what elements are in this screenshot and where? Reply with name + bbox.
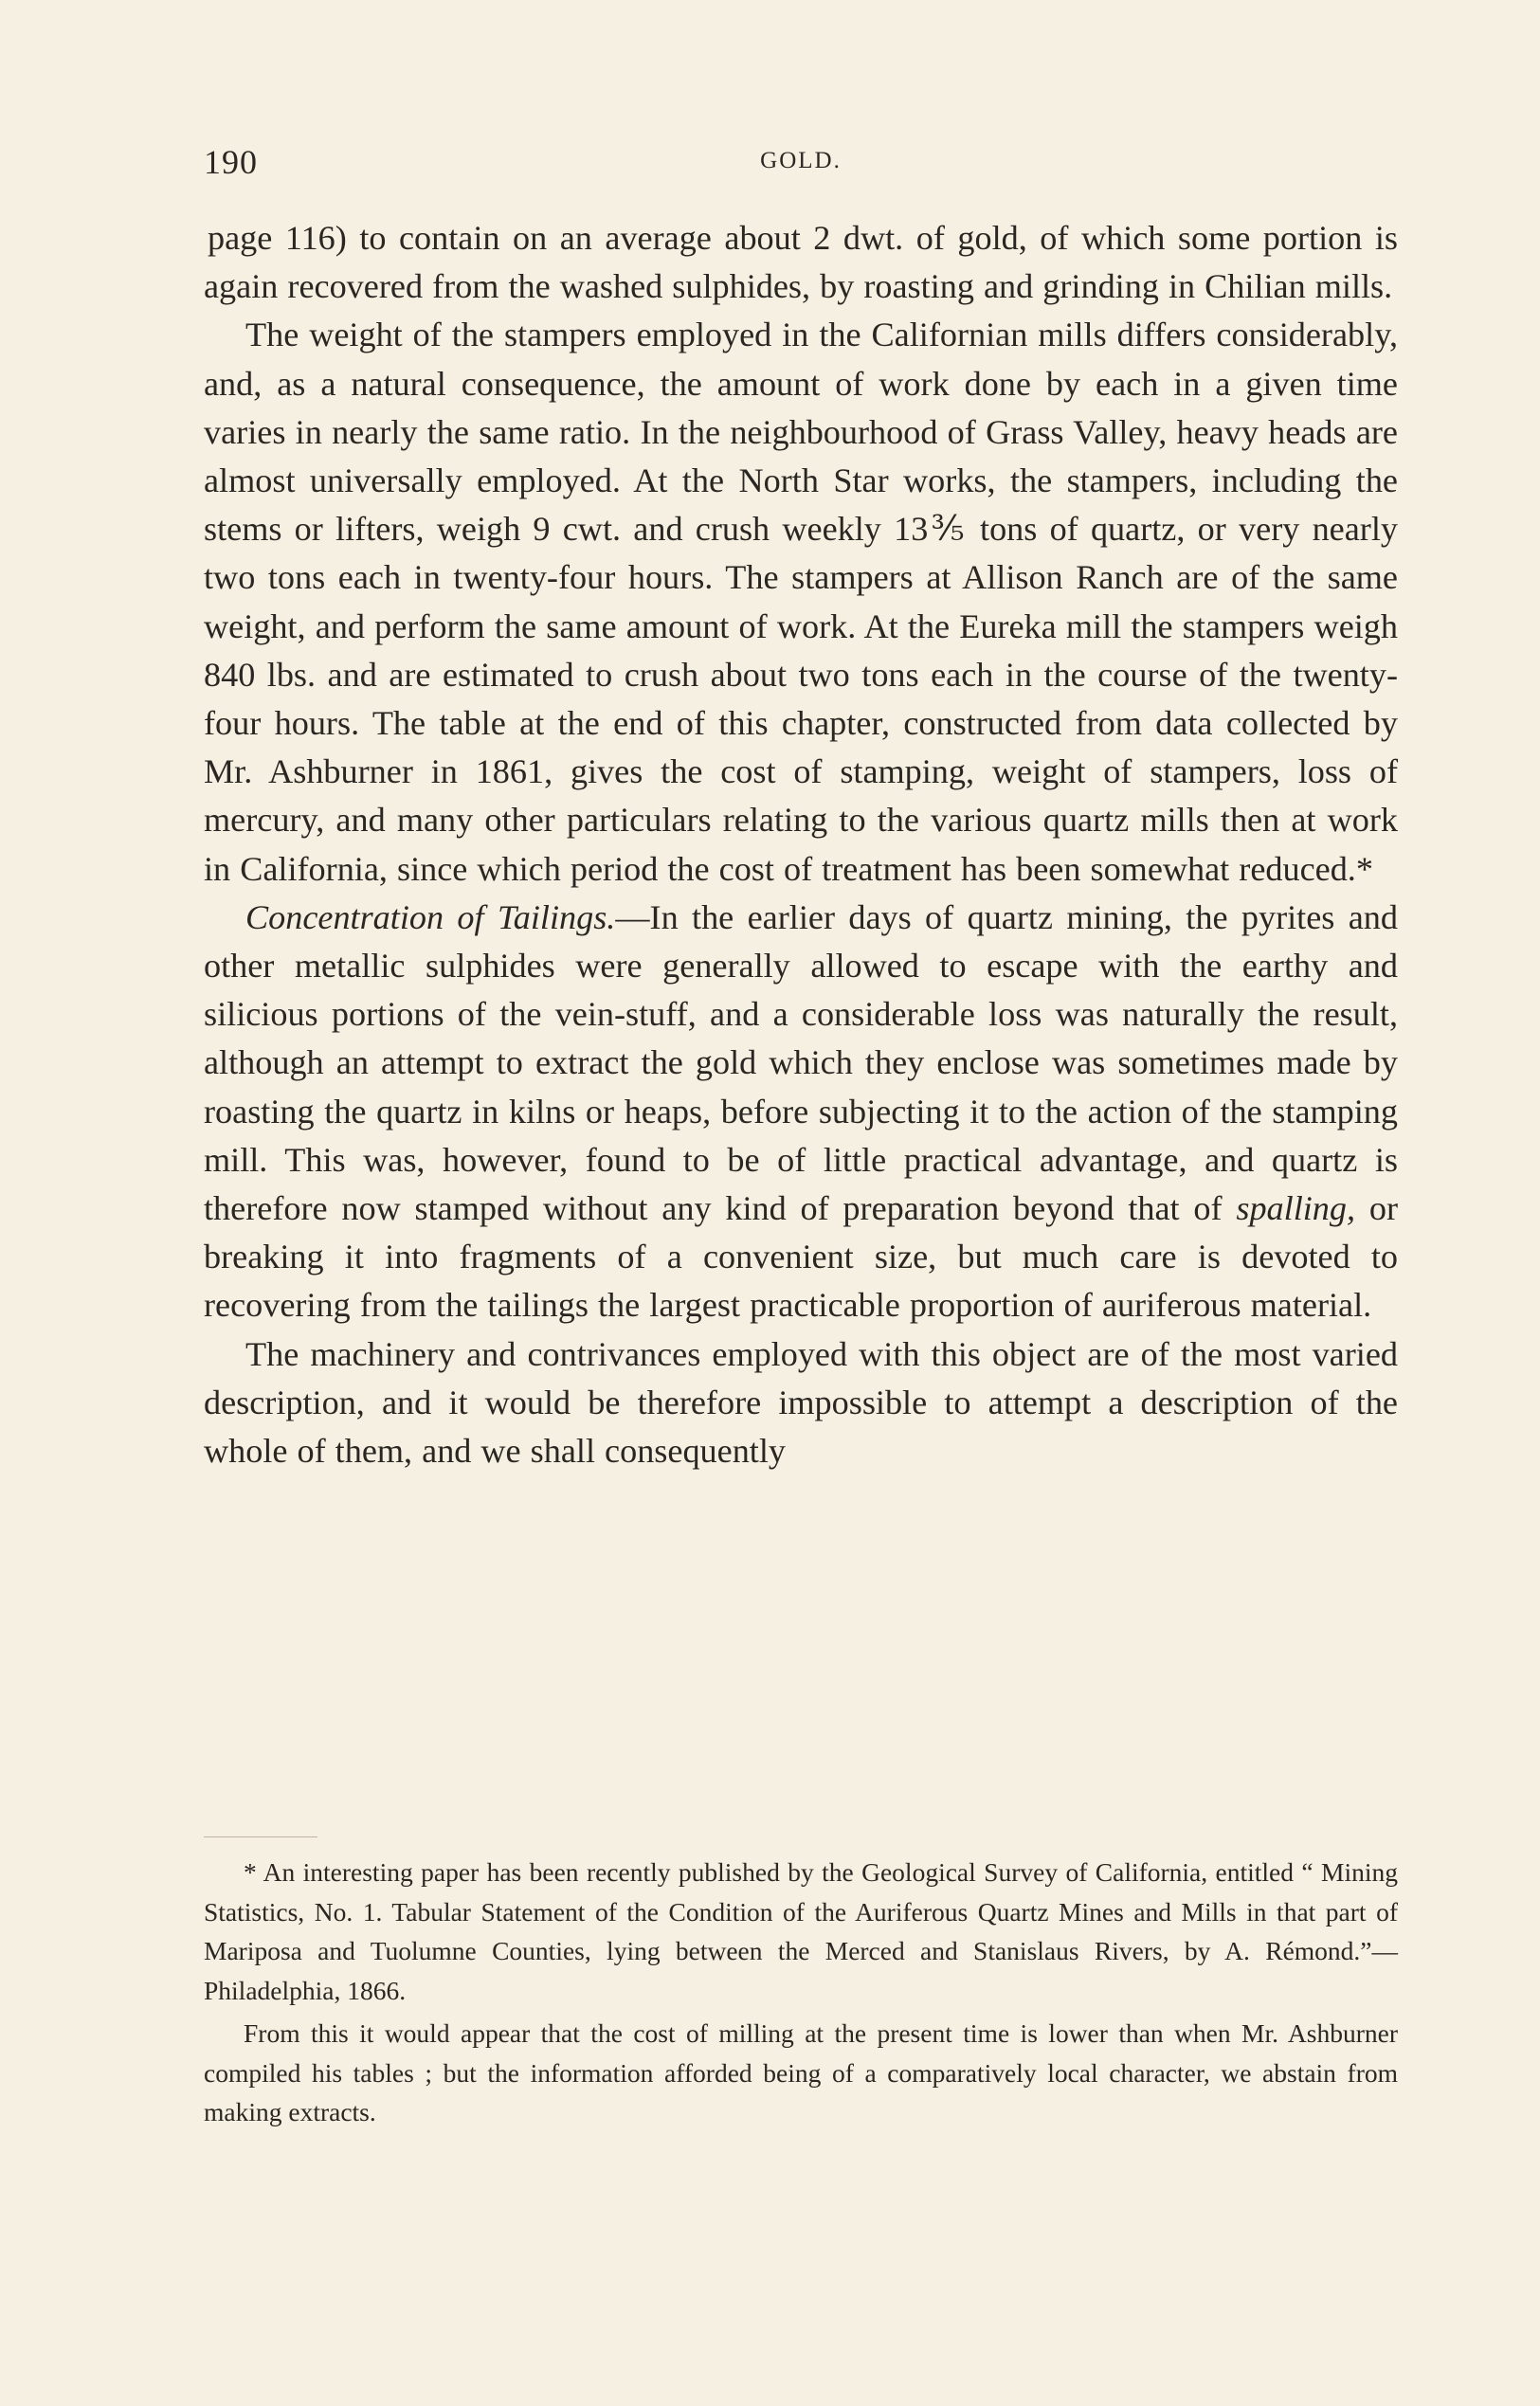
term-spalling: spalling,	[1236, 1189, 1356, 1228]
paragraph-concentration-text-b: or breaking it into fragments of a convenient size, but much care is devoted to recovering from the tailings the largest practicable proportion of auriferous material.	[204, 1189, 1398, 1325]
paragraph-continued: page 116) to contain on an average about 2 dwt. of gold, of which some portion is again recovered from the washed sulphides, by roasting and grinding in Chilian mills.	[204, 219, 1398, 306]
footnote-1: * An interesting paper has been recently published by the Geological Survey of California, entitled “ Mining Statistics, No. 1. Tabular Statement of the Condition of the Auriferous Quartz Mines and Mills in that part of Mariposa and Tuolumne Counties, lying between the Merced and Stanislaus Rivers, by A. Rémond.”—Philadelphia, 1866.	[204, 1857, 1398, 2005]
section-heading-concentration: Concentration of Tailings.	[245, 897, 616, 936]
footnote-2: From this it would appear that the cost of milling at the present time is lower than when Mr. Ashburner compiled his tables ; but the information afforded being of a comparatively local character, we abstain from making extracts.	[204, 2018, 1398, 2126]
page-header	[204, 142, 1398, 188]
paragraph-concentration-text-a: —In the earlier days of quartz mining, the pyrites and other metallic sulphides were generally allowed to escape with the earthy and silicious portions of the vein-stuff, and a considerable loss was naturally the result, although an attempt to extract the gold which they enclose was sometimes made by roasting the quartz in kilns or heaps, before subjecting it to the action of the stamping mill. This was, however, found to be of little practical advantage, and quartz is therefore now stamped without any kind of preparation beyond that of	[204, 897, 1398, 1228]
page-number: 190	[204, 143, 258, 181]
footnotes	[204, 1853, 1398, 2132]
paragraph-machinery: The machinery and contrivances employed with this object are of the most varied description, and it would be therefore impossible to attempt a description of the whole of them, and we shall consequently	[204, 1334, 1398, 1471]
main-text	[204, 214, 1398, 1475]
paragraph-stampers: The weight of the stampers employed in the Californian mills differs considerably, and, as a natural consequence, the amount of work done by each in a given time varies in nearly the same ratio. In the neighbourhood of Grass Valley, heavy heads are almost universally employed. At the North Star works, the stampers, including the stems or lifters, weigh 9 cwt. and crush weekly 13⅗ tons of quartz, or very nearly two tons each in twenty-four hours. The stampers at Allison Ranch are of the same weight, and perform the same amount of work. At the Eureka mill the stampers weigh 840 lbs. and are estimated to crush about two tons each in the course of the twenty-four hours. The table at the end of this chapter, constructed from data collected by Mr. Ashburner in 1861, gives the cost of stamping, weight of stampers, loss of mercury, and many other particulars relating to the various quartz mills then at work in California, since which period the cost of treatment has been somewhat reduced.*	[204, 316, 1398, 888]
paragraph-concentration	[204, 894, 1398, 1330]
footnote-divider	[204, 1836, 317, 1837]
running-head: GOLD.	[760, 148, 842, 173]
